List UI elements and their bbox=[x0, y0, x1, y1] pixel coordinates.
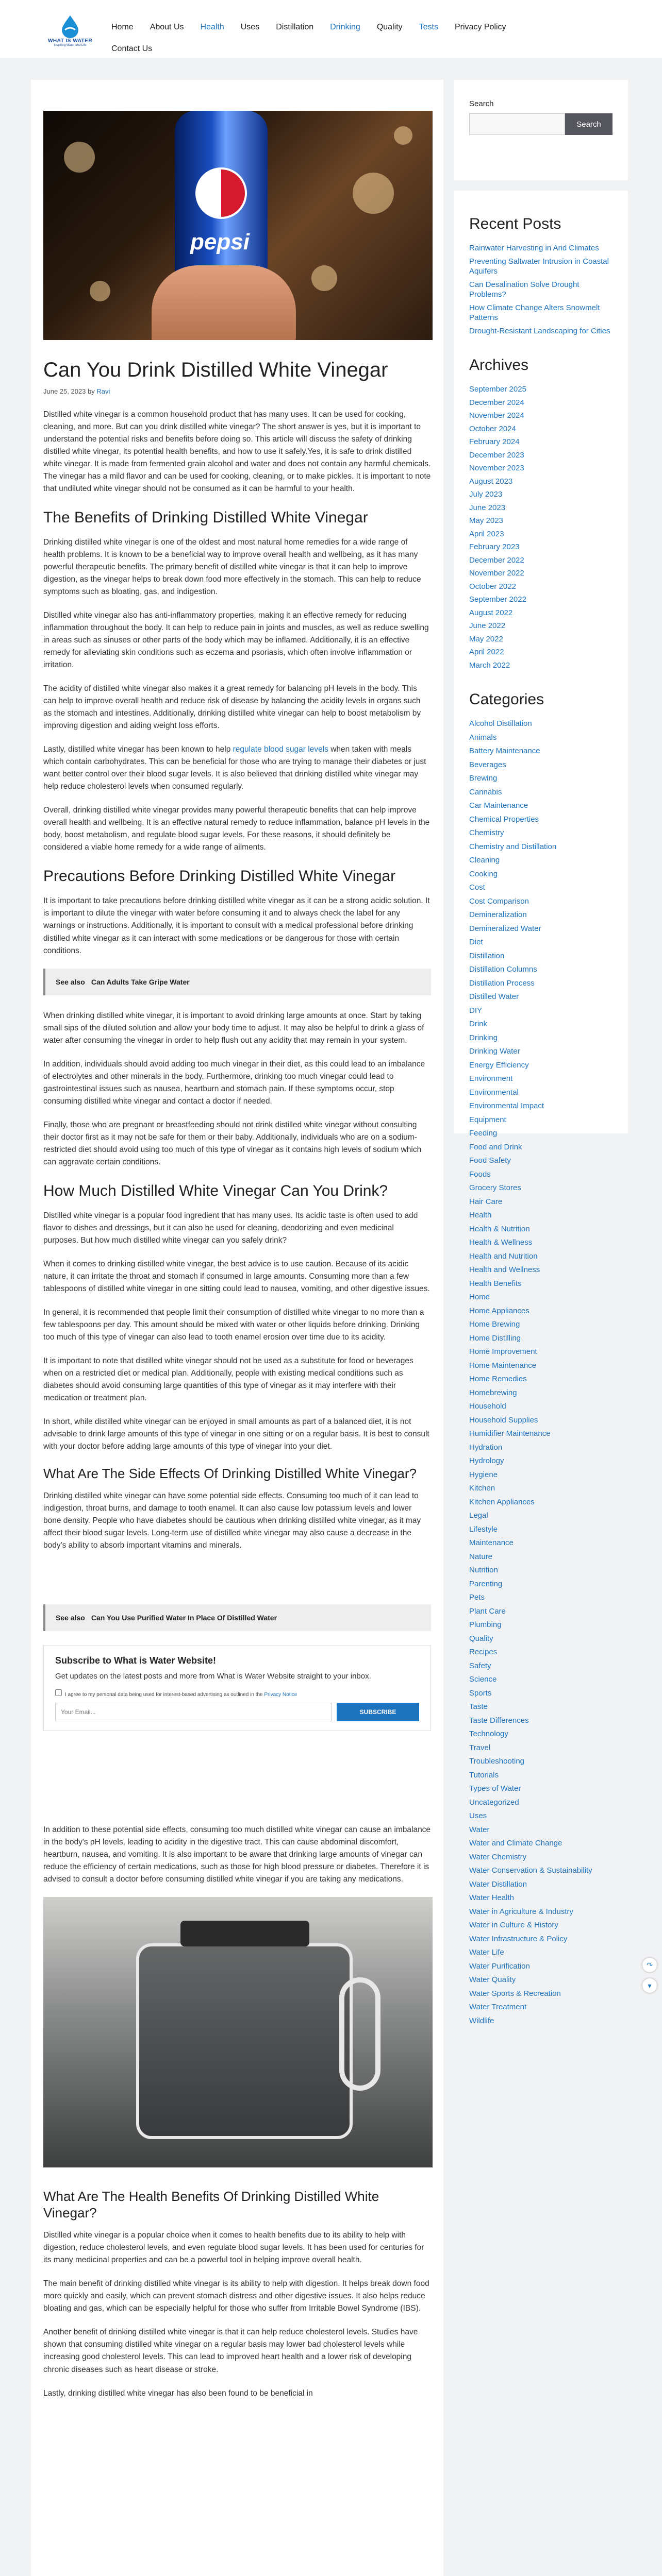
category-link[interactable]: Distillation bbox=[469, 951, 505, 960]
paragraph: Distilled white vinegar also has anti-inflammatory properties, making it an effective remedy for reducing inflammation throughout the body. It can help to reduce pain in joints and muscles, as well as reduce swelling in areas such as sinuses or other parts of the body which may be inflamed. Additionally, it is an effective remedy for alleviating skin conditions such as eczema and psoriasis, which often involve inflammation or irritation. bbox=[43, 611, 429, 670]
archive-link[interactable]: September 2022 bbox=[469, 595, 526, 604]
paragraph: When it comes to drinking distilled white vinegar, the best advice is to use caution. Because of its acidic nature, it can irritate the throat and stomach if consumed in large amounts. Consuming more than a few tablespoons of distilled white vinegar in one sitting could lead to nausea, vomiting, and other digestive issues. bbox=[43, 1259, 430, 1293]
category-link[interactable]: Household bbox=[469, 1402, 506, 1411]
paragraph: The acidity of distilled white vinegar also makes it a great remedy for balancing pH levels in the body. This can help to improve overall health and reduce risk of disease by balancing the acidity levels in organs such as the stomach and intestines. Additionally, drinking distilled white vinegar can help to boost metabolism by improving digestion and aiding weight loss efforts. bbox=[43, 684, 421, 731]
category-link[interactable]: Beverages bbox=[469, 760, 506, 769]
category-link[interactable]: Pets bbox=[469, 1593, 485, 1602]
post-date: June 25, 2023 bbox=[43, 387, 86, 395]
paragraph: Distilled white vinegar is a popular food ingredient that has many uses. Its acidic taste is often used to add flavor to dishes and dressings, but it can also be used for cleaning, deodorizing and even medicinal purposes. But how much distilled white vinegar can you safely drink? bbox=[43, 1211, 418, 1245]
author-link[interactable]: Ravi bbox=[96, 387, 110, 395]
category-link[interactable]: Hair Care bbox=[469, 1197, 503, 1206]
category-link[interactable]: Water Infrastructure & Policy bbox=[469, 1934, 568, 1943]
archive-link[interactable]: July 2023 bbox=[469, 490, 503, 499]
category-link[interactable]: Nature bbox=[469, 1552, 493, 1561]
category-link[interactable]: Food and Drink bbox=[469, 1142, 522, 1151]
article-meta bbox=[43, 387, 431, 395]
recent-post-link[interactable]: Preventing Saltwater Intrusion in Coastal Aquifers bbox=[469, 257, 609, 276]
consent-checkbox[interactable] bbox=[55, 1689, 62, 1696]
nav-home[interactable]: Home bbox=[111, 23, 134, 31]
archive-link[interactable]: June 2022 bbox=[469, 621, 506, 630]
category-link[interactable]: Animals bbox=[469, 733, 497, 742]
category-link[interactable]: Brewing bbox=[469, 774, 498, 783]
category-link[interactable]: Feeding bbox=[469, 1129, 498, 1138]
archive-link[interactable]: November 2023 bbox=[469, 464, 524, 472]
hero-image bbox=[43, 111, 433, 340]
category-link[interactable]: Health Benefits bbox=[469, 1279, 522, 1288]
category-link[interactable]: Sports bbox=[469, 1688, 492, 1698]
paragraph: It is important to note that distilled white vinegar should not be used as a substitute for food or beverages when on a restricted diet or medical plan. Additionally, people with existing medical conditions such as diabetes should avoid consuming large quantities of this type of vinegar as it may interfere with their medication or treatment plan. bbox=[43, 1356, 413, 1402]
sidebar-lists bbox=[454, 191, 628, 2025]
archive-link[interactable]: November 2022 bbox=[469, 569, 524, 578]
category-link[interactable]: Grocery Stores bbox=[469, 1183, 521, 1192]
paragraph: Drinking distilled white vinegar is one of the oldest and most natural home remedies for a wide range of health problems. It is known to be a beneficial way to improve overall health and wellbeing, as it has many powerful therapeutic benefits. The primary benefit of distilled white vinegar is that it can help to improve digestion, as the vinegar helps to break down food more effectively in the stomach. This can help to reduce symptoms such as bloating, gas, and indigestion. bbox=[43, 538, 421, 597]
category-link[interactable]: Equipment bbox=[469, 1115, 506, 1124]
nav-distillation[interactable]: Distillation bbox=[276, 23, 314, 31]
category-link[interactable]: Cost bbox=[469, 883, 485, 892]
category-link[interactable]: Distillation Process bbox=[469, 978, 535, 988]
paragraph: In addition, individuals should avoid adding too much vinegar in their diet, as this could lead to an imbalance of electrolytes and other minerals in the body. Furthermore, drinking too much vinegar could lead to gastrointestinal issues such as nausea, heartburn and stomach pain. If these symptoms occur, stop consuming distilled white vinegar and contact a doctor if needed. bbox=[43, 1059, 425, 1106]
recent-post-link[interactable]: Drought-Resistant Landscaping for Cities bbox=[469, 326, 610, 335]
category-link[interactable]: Water Chemistry bbox=[469, 1852, 527, 1861]
categories bbox=[469, 691, 613, 2026]
section-heading: How Much Distilled White Vinegar Can You Drink? bbox=[43, 1182, 388, 1199]
archive-link[interactable]: November 2024 bbox=[469, 411, 524, 420]
category-link[interactable]: Kitchen bbox=[469, 1484, 495, 1493]
category-link[interactable]: Safety bbox=[469, 1661, 491, 1670]
archive-link[interactable]: October 2024 bbox=[469, 424, 516, 433]
email-input[interactable] bbox=[55, 1703, 332, 1721]
category-link[interactable]: Water Purification bbox=[469, 1961, 530, 1971]
category-link[interactable]: Household Supplies bbox=[469, 1415, 538, 1425]
category-link[interactable]: Food Safety bbox=[469, 1156, 511, 1165]
archive-link[interactable]: February 2023 bbox=[469, 543, 520, 551]
nav-health[interactable]: Health bbox=[200, 23, 224, 31]
subscribe-button[interactable]: SUBSCRIBE bbox=[337, 1703, 419, 1721]
category-link[interactable]: Car Maintenance bbox=[469, 801, 528, 810]
archive-link[interactable]: May 2023 bbox=[469, 516, 503, 525]
kettle-image bbox=[43, 1897, 433, 2167]
category-link[interactable]: Diet bbox=[469, 938, 483, 946]
category-link[interactable]: Legal bbox=[469, 1511, 488, 1520]
section-heading: What Are The Side Effects Of Drinking Distilled White Vinegar? bbox=[43, 1465, 417, 1481]
category-link[interactable]: Distillation Columns bbox=[469, 965, 537, 974]
pepsi-logo-icon bbox=[195, 167, 247, 219]
archive-link[interactable]: December 2023 bbox=[469, 450, 524, 460]
category-link[interactable]: Home Appliances bbox=[469, 1306, 529, 1315]
category-link[interactable]: Hygiene bbox=[469, 1470, 498, 1479]
logo-subtext: Inspiring Water and Life bbox=[54, 44, 87, 47]
category-link[interactable]: DIY bbox=[469, 1006, 483, 1015]
paragraph: Another benefit of drinking distilled white vinegar is that it can help reduce cholesterol levels. Studies have shown that consuming distilled white vinegar on a regular basis may lower bad cholesterol levels while increasing good cholesterol levels. This can lead to improved heart health and a lower risk of developing chronic diseases such as heart disease or stroke. bbox=[43, 2328, 418, 2374]
category-link[interactable]: Environmental Impact bbox=[469, 1101, 544, 1110]
category-link[interactable]: Water Life bbox=[469, 1948, 504, 1957]
see-also-link[interactable]: Can Adults Take Gripe Water bbox=[91, 977, 190, 986]
subscribe-box bbox=[43, 1646, 431, 1731]
nav-uses[interactable]: Uses bbox=[240, 23, 260, 31]
category-link[interactable]: Health and Nutrition bbox=[469, 1251, 538, 1261]
search-label: Search bbox=[469, 99, 494, 108]
category-link[interactable]: Water and Climate Change bbox=[469, 1839, 562, 1848]
categories-title: Categories bbox=[469, 691, 544, 708]
paragraph: Distilled white vinegar is a popular choice when it comes to health benefits due to its ability to help with digestion, reduce cholesterol levels, and even regulate blood sugar levels. It has been used for centuries for its many medicinal properties and can be a powerful tool in helping improve overall health. bbox=[43, 2231, 424, 2265]
category-link[interactable]: Homebrewing bbox=[469, 1388, 517, 1397]
privacy-notice-link[interactable]: Privacy Notice bbox=[264, 1692, 297, 1698]
category-link[interactable]: Drinking bbox=[469, 1033, 498, 1042]
category-link[interactable]: Plumbing bbox=[469, 1620, 502, 1629]
category-link[interactable]: Home Brewing bbox=[469, 1320, 520, 1329]
nav-privacy[interactable]: Privacy Policy bbox=[454, 23, 506, 31]
section-heading: Precautions Before Drinking Distilled White Vinegar bbox=[43, 868, 396, 885]
archive-link[interactable]: April 2023 bbox=[469, 529, 504, 538]
see-also-label: See also bbox=[56, 977, 85, 986]
water-drop-icon bbox=[60, 14, 80, 38]
paragraph: Lastly, drinking distilled white vinegar has also been found to be beneficial in bbox=[43, 2388, 313, 2398]
archive-link[interactable]: April 2022 bbox=[469, 648, 504, 656]
category-link[interactable]: Nutrition bbox=[469, 1566, 498, 1574]
category-link[interactable]: Taste Differences bbox=[469, 1716, 529, 1725]
paragraph: When drinking distilled white vinegar, it is important to avoid drinking large amounts at once. Start by taking small sips of the diluted solution and allow your body time to adjust. It may also be helpful to drink a glass of water after consuming the vinegar in order to help flush out any acidity that may remain in your system. bbox=[43, 1011, 424, 1045]
subscribe-text: Get updates on the latest posts and more from What is Water Website straight to your inbox. bbox=[55, 1672, 371, 1681]
category-link[interactable]: Humidifier Maintenance bbox=[469, 1429, 551, 1438]
category-link[interactable]: Troubleshooting bbox=[469, 1757, 525, 1766]
nav-tests[interactable]: Tests bbox=[419, 23, 438, 31]
site-logo[interactable] bbox=[42, 14, 98, 53]
category-link[interactable]: Health and Wellness bbox=[469, 1265, 540, 1274]
archive-link[interactable]: March 2022 bbox=[469, 660, 510, 670]
archive-link[interactable]: June 2023 bbox=[469, 503, 506, 512]
nav-about[interactable]: About Us bbox=[150, 23, 184, 31]
recent-posts-title: Recent Posts bbox=[469, 215, 561, 232]
see-also-box bbox=[43, 969, 431, 995]
main-nav bbox=[103, 16, 567, 60]
category-link[interactable]: Plant Care bbox=[469, 1606, 506, 1616]
category-link[interactable]: Home bbox=[469, 1293, 490, 1301]
category-link[interactable]: Hydrology bbox=[469, 1456, 504, 1465]
category-link[interactable]: Cooking bbox=[469, 869, 498, 878]
category-link[interactable]: Quality bbox=[469, 1634, 493, 1643]
archive-link[interactable]: December 2024 bbox=[469, 398, 524, 407]
archive-link[interactable]: December 2022 bbox=[469, 555, 524, 565]
category-link[interactable]: Demineralization bbox=[469, 910, 527, 919]
category-link[interactable]: Travel bbox=[469, 1743, 491, 1752]
category-link[interactable]: Health & Nutrition bbox=[469, 1224, 530, 1233]
paragraph: It is important to take precautions before drinking distilled white vinegar as it can be a strong acidic solution. It is important to dilute the vinegar with water before consuming it and to always check the label for any warnings or instructions. Additionally, it is important to consult with a medical professional before drinking distilled white vinegar as it can interact with some medications or be dangerous for those with certain conditions. bbox=[43, 896, 430, 955]
category-link[interactable]: Chemistry bbox=[469, 828, 504, 837]
category-link[interactable]: Drink bbox=[469, 1020, 488, 1028]
paragraph: Distilled white vinegar is a common household product that has many uses. It can be used for cooking, cleaning, and more. But can you drink distilled white vinegar? The short answer is yes, but it is important to understand the potential risks and benefits before doing so. This article will discuss the safety of drinking distilled white vinegar, its potential health benefits, and how to use it safely.Yes, it is safe to drink distilled white vinegar. It is made from fermented grain alcohol and water and does not contain any harmful chemicals. The vinegar has a mild flavor and can be used for cooking, cleaning, or to make pickles. It is important to note that undiluted white vinegar should not be consumed as it can be harmful to your health. bbox=[43, 410, 431, 494]
category-link[interactable]: Water in Culture & History bbox=[469, 1921, 558, 1929]
consent-row: I agree to my personal data being used for interest-based advertising as outlined in the Privacy Notice bbox=[55, 1689, 419, 1698]
category-link[interactable]: Demineralized Water bbox=[469, 924, 541, 933]
search-widget bbox=[454, 80, 628, 180]
category-link[interactable]: Chemistry and Distillation bbox=[469, 842, 557, 851]
category-link[interactable]: Water Distillation bbox=[469, 1879, 527, 1889]
category-link[interactable]: Energy Efficiency bbox=[469, 1060, 529, 1070]
category-link[interactable]: Science bbox=[469, 1675, 497, 1684]
recent-post-link[interactable]: Can Desalination Solve Drought Problems? bbox=[469, 280, 580, 299]
see-also-box bbox=[43, 1604, 431, 1631]
archives bbox=[469, 357, 613, 670]
category-link[interactable]: Chemical Properties bbox=[469, 815, 539, 824]
category-link[interactable]: Maintenance bbox=[469, 1538, 514, 1547]
dropdown-icon[interactable]: ▾ bbox=[642, 1978, 657, 1993]
archive-link[interactable]: August 2022 bbox=[469, 608, 513, 617]
category-link[interactable]: Distilled Water bbox=[469, 992, 519, 1001]
category-link[interactable]: Cannabis bbox=[469, 787, 502, 796]
category-link[interactable]: Taste bbox=[469, 1702, 488, 1711]
category-link[interactable]: Cleaning bbox=[469, 856, 500, 865]
category-link[interactable]: Lifestyle bbox=[469, 1524, 498, 1534]
site-header bbox=[0, 0, 662, 58]
nav-contact[interactable]: Contact Us bbox=[111, 44, 153, 53]
share-icon[interactable]: ↷ bbox=[642, 1958, 657, 1972]
category-link[interactable]: Water Treatment bbox=[469, 2003, 527, 2011]
paragraph: The main benefit of drinking distilled white vinegar is its ability to help with digestion. It helps break down food more quickly and easily, which can prevent stomach distress and other digestive issues. It also helps reduce bloating and gas, which can be especially helpful for those who suffer from Irritable Bowel Syndrome (IBS). bbox=[43, 2279, 429, 2313]
see-also-label: See also bbox=[56, 1614, 85, 1622]
paragraph: In short, while distilled white vinegar can be enjoyed in small amounts as part of a balanced diet, it is not advisable to drink large amounts of this type of vinegar in one sitting or on a regular basis. It is best to consult with your doctor before adding large amounts of this type of vinegar into your diet. bbox=[43, 1417, 429, 1451]
archive-link[interactable]: August 2023 bbox=[469, 477, 513, 486]
subscribe-title: Subscribe to What is Water Website! bbox=[55, 1655, 217, 1666]
category-link[interactable]: Health bbox=[469, 1211, 492, 1219]
category-link[interactable]: Cost Comparison bbox=[469, 896, 529, 906]
category-link[interactable]: Technology bbox=[469, 1730, 508, 1738]
category-link[interactable]: Water Quality bbox=[469, 1975, 516, 1984]
paragraph: Drinking distilled white vinegar can have some potential side effects. Consuming too much of it can lead to indigestion, throat burns, and damage to tooth enamel. It can also cause low potassium levels and lower bone density. People who have diabetes should be cautious when drinking distilled white vinegar, as it may affect their blood sugar levels. Long-term use of distilled white vinegar may also cause a decrease in the body's ability to absorb important vitamins and minerals. bbox=[43, 1491, 421, 1550]
category-link[interactable]: Home Remedies bbox=[469, 1375, 527, 1383]
category-link[interactable]: Uncategorized bbox=[469, 1798, 519, 1807]
article-container bbox=[31, 80, 443, 2576]
search-button[interactable]: Search bbox=[565, 113, 613, 135]
category-link[interactable]: Types of Water bbox=[469, 1784, 521, 1793]
category-link[interactable]: Water Health bbox=[469, 1893, 514, 1902]
category-link[interactable]: Environmental bbox=[469, 1088, 519, 1097]
paragraph: In addition to these potential side effects, consuming too much distilled white vinegar can cause an imbalance in the body's pH levels, leading to acidity in the digestive tract. This can cause abdominal discomfort, heartburn, nausea, and vomiting. It is also important to be aware that drinking large amounts of vinegar can reduce the efficiency of certain medications, such as those for high blood pressure or diabetes. Therefore it is advised to consult a doctor before consuming distilled white vinegar if you are taking any medications. bbox=[43, 1825, 431, 1884]
category-link[interactable]: Home Distilling bbox=[469, 1333, 521, 1343]
paragraph: Overall, drinking distilled white vinegar provides many powerful therapeutic benefits that can help improve overall health and wellbeing. It is an effective natural remedy to reduce inflammation, balance pH levels in the body, boost metabolism, and regulate blood sugar levels. For these reasons, it should definitely be considered a viable home remedy for a wide range of ailments. bbox=[43, 806, 430, 852]
category-link[interactable]: Uses bbox=[469, 1811, 487, 1820]
article-body bbox=[31, 409, 443, 2400]
category-link[interactable]: Battery Maintenance bbox=[469, 747, 540, 755]
see-also-link[interactable]: Can You Use Purified Water In Place Of Distilled Water bbox=[91, 1614, 277, 1622]
category-link[interactable]: Water Sports & Recreation bbox=[469, 1989, 561, 1998]
section-heading: The Benefits of Drinking Distilled White Vinegar bbox=[43, 509, 368, 527]
recent-post-link[interactable]: How Climate Change Alters Snowmelt Patterns bbox=[469, 303, 600, 322]
paragraph: Finally, those who are pregnant or breastfeeding should not drink distilled white vinegar without consulting their doctor first as it may not be safe for them or their baby. Additionally, individuals who are on a sodium-restricted diet should avoid using too much of this type of vinegar as it contains high levels of sodium which can aggravate certain conditions. bbox=[43, 1120, 422, 1166]
category-link[interactable]: Home Maintenance bbox=[469, 1361, 537, 1370]
category-link[interactable]: Health & Wellness bbox=[469, 1238, 533, 1247]
nav-drinking[interactable]: Drinking bbox=[330, 23, 360, 31]
section-heading: What Are The Health Benefits Of Drinking Distilled White Vinegar? bbox=[43, 2189, 379, 2221]
recent-post-link[interactable]: Rainwater Harvesting in Arid Climates bbox=[469, 244, 599, 252]
hand bbox=[152, 265, 296, 340]
category-link[interactable]: Tutorials bbox=[469, 1770, 499, 1780]
archive-link[interactable]: September 2025 bbox=[469, 385, 526, 394]
archives-title: Archives bbox=[469, 357, 529, 374]
archive-link[interactable]: February 2024 bbox=[469, 437, 520, 446]
category-link[interactable]: Drinking Water bbox=[469, 1047, 520, 1056]
nav-quality[interactable]: Quality bbox=[376, 23, 403, 31]
category-link[interactable]: Water bbox=[469, 1825, 490, 1834]
can-label: pepsi bbox=[190, 229, 250, 255]
category-link[interactable]: Environment bbox=[469, 1074, 513, 1083]
category-link[interactable]: Foods bbox=[469, 1170, 491, 1179]
category-link[interactable]: Wildlife bbox=[469, 2016, 494, 2025]
paragraph: Lastly, distilled white vinegar has been known to help regulate blood sugar levels when taken with meals which contain carbohydrates. This can be beneficial for those who are trying to manage their diabetes or just want better control over their blood sugar levels. It is also believed that drinking distilled white vinegar may help reduce cholesterol levels when consumed regularly. bbox=[43, 745, 426, 791]
category-link[interactable]: Water Conservation & Sustainability bbox=[469, 1866, 592, 1875]
logo-text: WHAT IS WATER bbox=[47, 38, 93, 44]
search-input[interactable] bbox=[469, 113, 565, 135]
category-link[interactable]: Kitchen Appliances bbox=[469, 1497, 535, 1506]
category-link[interactable]: Alcohol Distillation bbox=[469, 719, 532, 728]
by-label: by bbox=[88, 387, 95, 395]
category-link[interactable]: Water in Agriculture & Industry bbox=[469, 1907, 574, 1916]
category-link[interactable]: Parenting bbox=[469, 1579, 503, 1588]
category-link[interactable]: Recipes bbox=[469, 1648, 498, 1656]
archive-link[interactable]: October 2022 bbox=[469, 582, 516, 591]
archive-link[interactable]: May 2022 bbox=[469, 634, 503, 643]
category-link[interactable]: Home Improvement bbox=[469, 1347, 537, 1356]
blood-sugar-link[interactable]: regulate blood sugar levels bbox=[233, 745, 328, 754]
recent-posts bbox=[469, 215, 613, 336]
paragraph: In general, it is recommended that people limit their consumption of distilled white vinegar to no more than a few tablespoons per day. This amount should be mixed with water or other liquids before drinking. Drinking too much of this type of vinegar can also lead to tooth enamel erosion over time due to its acidity. bbox=[43, 1308, 424, 1342]
article-title: Can You Drink Distilled White Vinegar bbox=[43, 359, 388, 381]
category-link[interactable]: Hydration bbox=[469, 1443, 503, 1452]
